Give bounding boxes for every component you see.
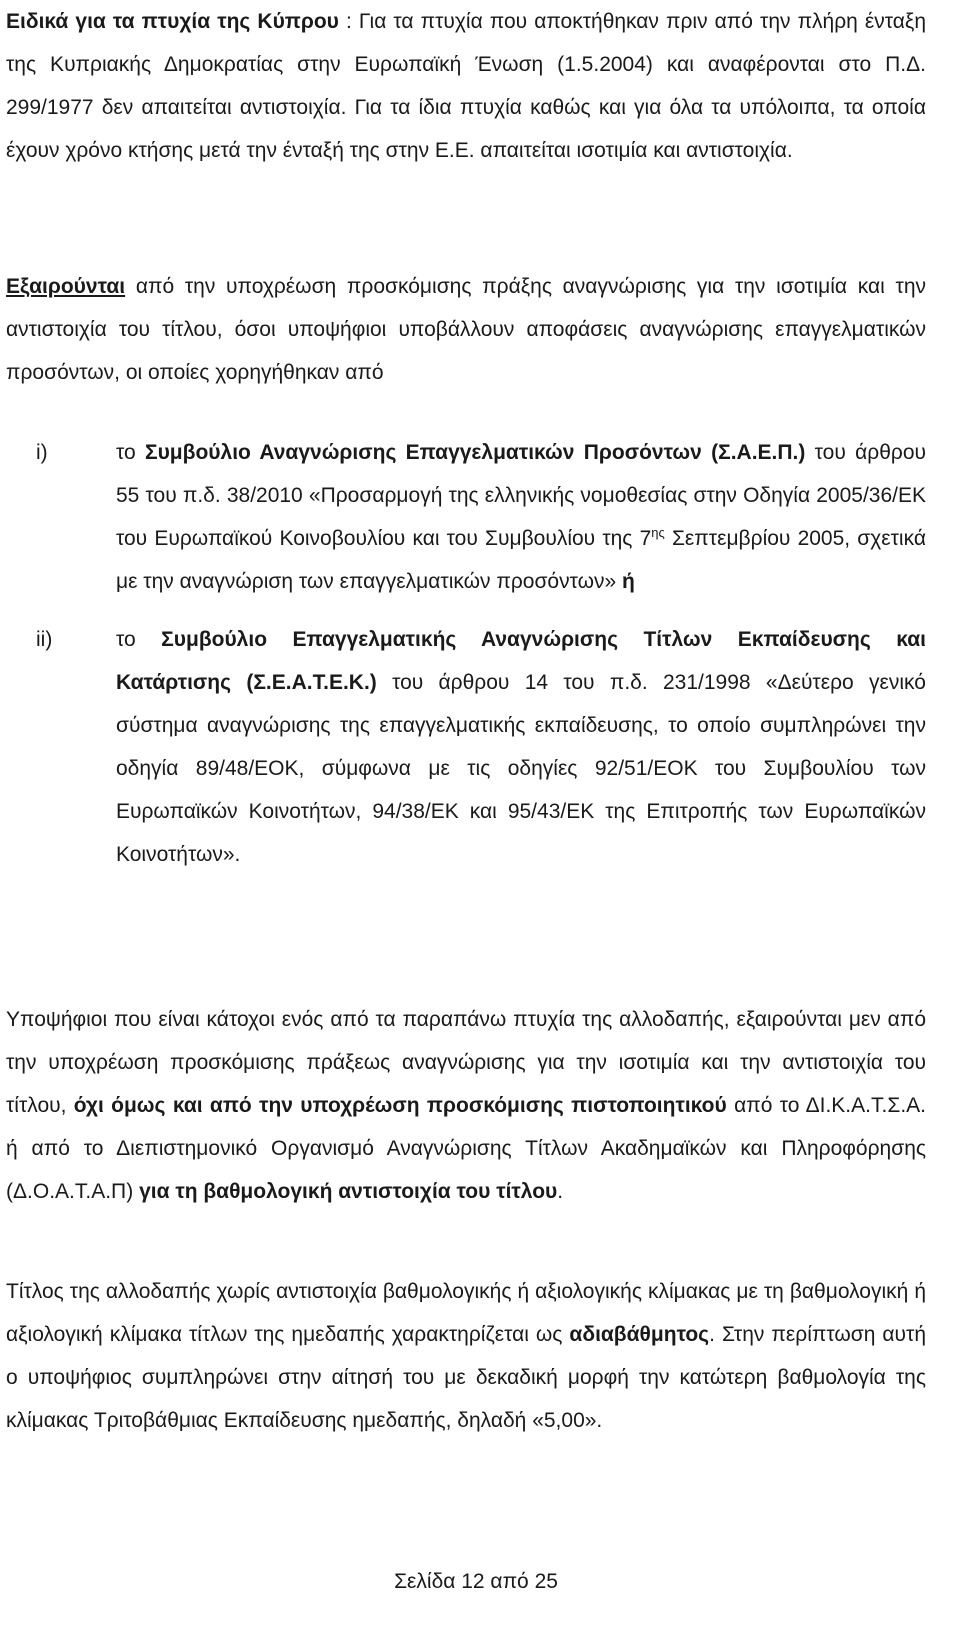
exemption-list: [6, 431, 926, 876]
paragraph-ungraded-title: Τίτλος της αλλοδαπής χωρίς αντιστοιχία βαθμολογικής ή αξιολογικής κλίμακας με τη βαθμολογική ή αξιολογική κλίμακα τίτλων της ημεδαπής χαρακτηρίζεται ως αδιαβάθμητος. Στην περίπτωση αυτή ο υποψήφιος συμπληρώνει στην αίτησή του με δεκαδική μορφή την κατώτερη βαθμολογία της κλίμακας Τριτοβάθμιας Εκπαίδευσης ημεδαπής, δηλαδή «5,00».: [6, 1280, 926, 1432]
list-item: [6, 618, 926, 876]
cyprus-lead: Ειδικά για τα πτυχία της Κύπρου: [6, 10, 339, 33]
list-item-text: το Συμβούλιο Επαγγελματικής Αναγνώρισης Τίτλων Εκπαίδευσης και Κατάρτισης (Σ.Ε.Α.Τ.Ε.Κ.) του άρθρου 14 του π.δ. 231/1998 «Δεύτερο γενικό σύστημα αναγνώρισης της επαγγελματικής εκπαίδευσης, το οποίο συμπληρώνει την οδηγία 89/48/ΕΟΚ, σύμφωνα με τις οδηγίες 92/51/ΕΟΚ του Συμβουλίου των Ευρωπαϊκών Κοινοτήτων, 94/38/ΕΚ και 95/43/ΕΚ της Επιτροπής των Ευρωπαϊκών Κοινοτήτων».: [116, 628, 927, 866]
exemption-text: από την υποχρέωση προσκόμισης πράξης αναγνώρισης για την ισοτιμία και την αντιστοιχία του τίτλου, όσοι υποψήφιοι υποβάλλουν αποφάσεις αναγνώρισης επαγγελματικών προσόντων, οι οποίες χορηγήθηκαν από: [6, 275, 926, 384]
paragraph-certificate-requirement: Υποψήφιοι που είναι κάτοχοι ενός από τα παραπάνω πτυχία της αλλοδαπής, εξαιρούνται μεν από την υποχρέωση προσκόμισης πράξεως αναγνώρισης για την ισοτιμία και την αντιστοιχία του τίτλου, όχι όμως και από την υποχρέωση προσκόμισης πιστοποιητικού από το ΔΙ.Κ.Α.Τ.Σ.Α. ή από το Διεπιστημονικό Οργανισμό Αναγνώρισης Τίτλων Ακαδημαϊκών και Πληροφόρησης (Δ.Ο.Α.Τ.Α.Π) για τη βαθμολογική αντιστοιχία του τίτλου.: [6, 1008, 926, 1203]
list-item: [6, 431, 926, 603]
list-number: i): [36, 441, 48, 464]
cyprus-text: : Για τα πτυχία που αποκτήθηκαν πριν από την πλήρη ένταξη της Κυπριακής Δημοκρατίας στην Ευρωπαϊκή Ένωση (1.5.2004) και αναφέρονται στο Π.Δ. 299/1977 δεν απαιτείται αντιστοιχία. Για τα ίδια πτυχία καθώς και για όλα τα υπόλοιπα, τα οποία έχουν χρόνο κτήσης μετά την ένταξή της στην Ε.Ε. απαιτείται ισοτιμία και αντιστοιχία.: [6, 10, 927, 162]
list-number: ii): [36, 628, 53, 651]
paragraph-cyprus-degrees: [6, 0, 926, 172]
exemption-lead: Εξαιρούνται: [6, 275, 126, 298]
page-number-footer: Σελίδα 12 από 25: [394, 1570, 558, 1593]
list-item-text: το Συμβούλιο Αναγνώρισης Επαγγελματικών Προσόντων (Σ.Α.Ε.Π.) του άρθρου 55 του π.δ. 38/2010 «Προσαρμογή της ελληνικής νομοθεσίας στην Οδηγία 2005/36/ΕΚ του Ευρωπαϊκού Κοινοβουλίου και του Συμβουλίου της $7^{\eta\varsigma}$ Σεπτεμβρίου 2005, σχετικά με την αναγνώριση των επαγγελματικών προσόντων» ή: [116, 441, 926, 593]
paragraph-exemptions: [6, 265, 926, 394]
